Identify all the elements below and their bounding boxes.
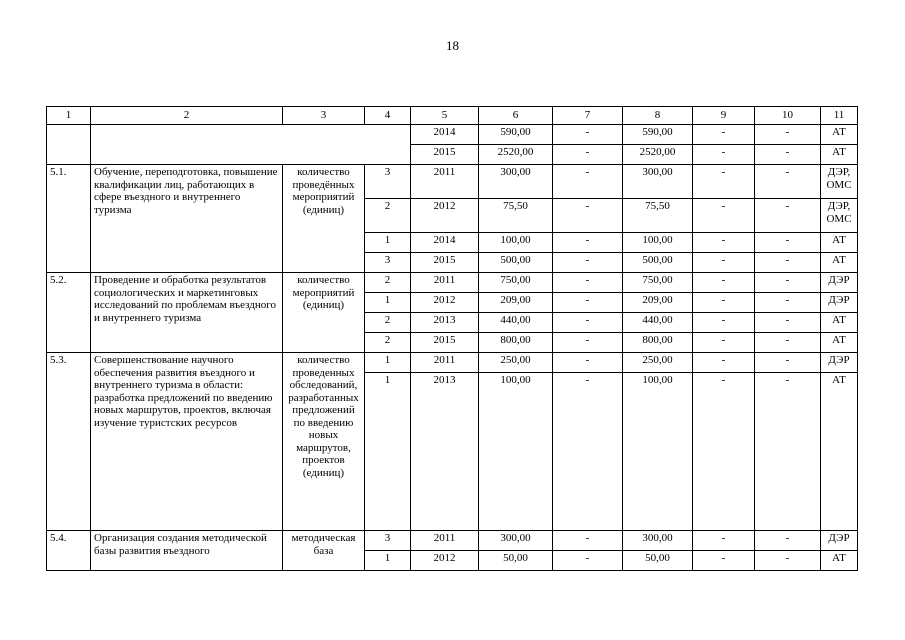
cell-code: 5.1. xyxy=(47,165,91,273)
cell-c7: - xyxy=(553,273,623,293)
cell-c7: - xyxy=(553,313,623,333)
cell-c8: 440,00 xyxy=(623,313,693,333)
cell-c10: - xyxy=(755,125,821,145)
cell-executor: АТ xyxy=(821,125,858,145)
cell-unit: количество проведённых мероприятий (единиц) xyxy=(283,165,365,273)
cell-title: Обучение, переподготовка, повышение квалификации лиц, работающих в сфере въездного и внутреннего туризма xyxy=(91,165,283,273)
cell-c10: - xyxy=(755,233,821,253)
cell-year: 2011 xyxy=(411,273,479,293)
cell-c8: 100,00 xyxy=(623,373,693,531)
cell-quantity: 3 xyxy=(365,253,411,273)
cell-quantity: 3 xyxy=(365,165,411,199)
cell-c7: - xyxy=(553,353,623,373)
cell-year: 2013 xyxy=(411,373,479,531)
cell-c9: - xyxy=(693,373,755,531)
cell-quantity: 3 xyxy=(365,531,411,551)
cell-c10: - xyxy=(755,293,821,313)
cell-year: 2011 xyxy=(411,531,479,551)
cell-c9: - xyxy=(693,313,755,333)
cell-quantity: 1 xyxy=(365,551,411,571)
cell-c8: 500,00 xyxy=(623,253,693,273)
cell-c9: - xyxy=(693,551,755,571)
col-header-11: 11 xyxy=(821,107,858,125)
cell-total: 75,50 xyxy=(479,199,553,233)
cell-unit: количество мероприятий (единиц) xyxy=(283,273,365,353)
cell-c10: - xyxy=(755,145,821,165)
cell-year: 2015 xyxy=(411,145,479,165)
cell-quantity: 2 xyxy=(365,313,411,333)
cell-total: 750,00 xyxy=(479,273,553,293)
cell-c7: - xyxy=(553,233,623,253)
cell-c10: - xyxy=(755,353,821,373)
cell-c9: - xyxy=(693,199,755,233)
cell-c9: - xyxy=(693,353,755,373)
cell-unit: методическая база xyxy=(283,531,365,571)
cell-total: 590,00 xyxy=(479,125,553,145)
cell-c7: - xyxy=(553,373,623,531)
table-row xyxy=(47,273,858,293)
cell-quantity: 1 xyxy=(365,353,411,373)
cell-c7: - xyxy=(553,165,623,199)
cell-c8: 300,00 xyxy=(623,531,693,551)
cell-executor: АТ xyxy=(821,313,858,333)
cell-c10: - xyxy=(755,273,821,293)
page-number: 18 xyxy=(446,38,459,53)
cell-quantity: 2 xyxy=(365,199,411,233)
col-header-8: 8 xyxy=(623,107,693,125)
cell-total: 100,00 xyxy=(479,233,553,253)
cell-quantity: 2 xyxy=(365,273,411,293)
cell-total: 100,00 xyxy=(479,373,553,531)
cell-year: 2015 xyxy=(411,253,479,273)
cell-unit: количество проведенных обследований, разработанных предложений по введению новых маршрутов, проектов (единиц) xyxy=(283,353,365,531)
cell-year: 2011 xyxy=(411,353,479,373)
table-row xyxy=(47,125,858,145)
cell-total: 800,00 xyxy=(479,333,553,353)
cell-c8: 100,00 xyxy=(623,233,693,253)
col-header-6: 6 xyxy=(479,107,553,125)
cell-c10: - xyxy=(755,551,821,571)
cell-c9: - xyxy=(693,253,755,273)
cell-c10: - xyxy=(755,313,821,333)
column-number-row xyxy=(47,107,858,125)
cell-executor: АТ xyxy=(821,373,858,531)
cell-c7: - xyxy=(553,293,623,313)
cell-code: 5.2. xyxy=(47,273,91,353)
col-header-9: 9 xyxy=(693,107,755,125)
cell-year: 2015 xyxy=(411,333,479,353)
col-header-2: 2 xyxy=(91,107,283,125)
col-header-3: 3 xyxy=(283,107,365,125)
col-header-10: 10 xyxy=(755,107,821,125)
cell-c10: - xyxy=(755,165,821,199)
cell-c7: - xyxy=(553,531,623,551)
cell-c7: - xyxy=(553,145,623,165)
cell-c8: 300,00 xyxy=(623,165,693,199)
cell-c10: - xyxy=(755,199,821,233)
cell-c8: 2520,00 xyxy=(623,145,693,165)
col-header-7: 7 xyxy=(553,107,623,125)
cell-quantity: 1 xyxy=(365,373,411,531)
cell-c9: - xyxy=(693,333,755,353)
cell-c10: - xyxy=(755,531,821,551)
cell-executor: ДЭР xyxy=(821,293,858,313)
cell-total: 300,00 xyxy=(479,165,553,199)
cell-c8: 250,00 xyxy=(623,353,693,373)
cell-executor: АТ xyxy=(821,145,858,165)
cell-executor: АТ xyxy=(821,551,858,571)
col-header-1: 1 xyxy=(47,107,91,125)
cell-total: 250,00 xyxy=(479,353,553,373)
cell-quantity: 2 xyxy=(365,333,411,353)
cell-c9: - xyxy=(693,145,755,165)
cell-c9: - xyxy=(693,233,755,253)
col-header-5: 5 xyxy=(411,107,479,125)
cell-year: 2013 xyxy=(411,313,479,333)
cell-c8: 800,00 xyxy=(623,333,693,353)
cell-c8: 50,00 xyxy=(623,551,693,571)
cell-c8: 590,00 xyxy=(623,125,693,145)
col-header-4: 4 xyxy=(365,107,411,125)
cell-code xyxy=(47,125,91,165)
table-row xyxy=(47,353,858,373)
cell-year: 2012 xyxy=(411,293,479,313)
cell-executor: АТ xyxy=(821,253,858,273)
cell-year: 2014 xyxy=(411,233,479,253)
cell-c9: - xyxy=(693,165,755,199)
cell-c8: 209,00 xyxy=(623,293,693,313)
cell-c9: - xyxy=(693,531,755,551)
cell-executor: ДЭР xyxy=(821,273,858,293)
cell-c8: 750,00 xyxy=(623,273,693,293)
program-table xyxy=(46,106,858,571)
cell-total: 500,00 xyxy=(479,253,553,273)
cell-total: 300,00 xyxy=(479,531,553,551)
cell-executor: ДЭР xyxy=(821,531,858,551)
cell-title: Совершенствование научного обеспечения развития въездного и внутреннего туризма в области: разработка предложений по введению новых маршрутов, проектов, включая изучение туристских ресурсов xyxy=(91,353,283,531)
cell-c9: - xyxy=(693,293,755,313)
cell-year: 2014 xyxy=(411,125,479,145)
cell-c7: - xyxy=(553,199,623,233)
cell-code: 5.4. xyxy=(47,531,91,571)
cell-c7: - xyxy=(553,125,623,145)
cell-year: 2011 xyxy=(411,165,479,199)
cell-executor: АТ xyxy=(821,333,858,353)
cell-c7: - xyxy=(553,253,623,273)
cell-total: 50,00 xyxy=(479,551,553,571)
cell-executor: АТ xyxy=(821,233,858,253)
table-row xyxy=(47,531,858,551)
cell-executor: ДЭР xyxy=(821,353,858,373)
cell-c10: - xyxy=(755,253,821,273)
cell-executor: ДЭР, ОМС xyxy=(821,199,858,233)
cell-total: 2520,00 xyxy=(479,145,553,165)
cell-c10: - xyxy=(755,373,821,531)
cell-c9: - xyxy=(693,125,755,145)
cell-c10: - xyxy=(755,333,821,353)
cell-continuation xyxy=(91,125,411,165)
cell-c7: - xyxy=(553,551,623,571)
cell-title: Проведение и обработка результатов социологических и маркетинговых исследований по проблемам въездного и внутреннего туризма xyxy=(91,273,283,353)
cell-executor: ДЭР, ОМС xyxy=(821,165,858,199)
cell-code: 5.3. xyxy=(47,353,91,531)
cell-quantity: 1 xyxy=(365,233,411,253)
cell-year: 2012 xyxy=(411,551,479,571)
cell-title: Организация создания методической базы развития въездного xyxy=(91,531,283,571)
table-row xyxy=(47,165,858,199)
cell-year: 2012 xyxy=(411,199,479,233)
cell-quantity: 1 xyxy=(365,293,411,313)
cell-total: 440,00 xyxy=(479,313,553,333)
cell-c8: 75,50 xyxy=(623,199,693,233)
cell-total: 209,00 xyxy=(479,293,553,313)
cell-c7: - xyxy=(553,333,623,353)
cell-c9: - xyxy=(693,273,755,293)
